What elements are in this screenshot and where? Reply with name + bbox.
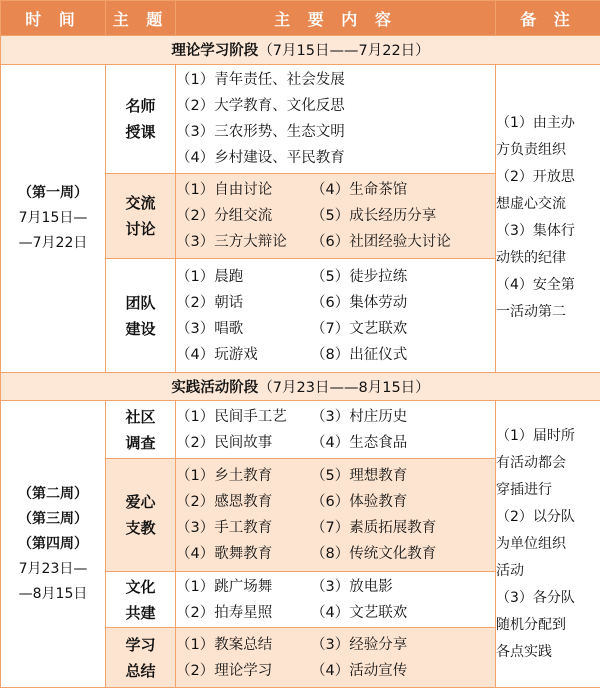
phase-1-heading	[1, 36, 600, 64]
list-item: （5）理想教育	[311, 467, 408, 484]
theme-cell	[106, 458, 176, 571]
note-line: 方负责组织	[496, 142, 566, 159]
theme-label: 总结	[125, 661, 156, 680]
list-item: （3）三农形势、生态文明	[176, 124, 345, 140]
list-item: （4）生态食品	[311, 434, 408, 451]
list-item: （2）感恩教育	[176, 493, 273, 510]
list-item: （5）成长经历分享	[311, 208, 437, 225]
phase-1-time	[1, 64, 106, 373]
list-item: （1）青年责任、社会发展	[176, 72, 345, 88]
header-theme: 主 题	[106, 1, 176, 36]
theme-label: 名师	[125, 97, 156, 115]
note-line: （3）各分队	[496, 589, 575, 606]
note-line: 一活动第二	[496, 304, 566, 321]
list-item: （1）教案总结	[176, 636, 273, 653]
note-line: （2）以分队	[496, 508, 575, 525]
theme-label: 社区	[125, 407, 156, 426]
table-row	[1, 401, 600, 459]
list-item: （1）民间手工艺	[176, 408, 287, 425]
phase-2-heading	[1, 373, 600, 401]
list-item: （4）活动宣传	[311, 662, 408, 679]
list-item: （2）大学教育、文化反思	[176, 98, 345, 114]
phase-1-dates: （7月15日——7月22日）	[258, 43, 430, 60]
phase-2-notes	[496, 401, 600, 688]
list-item: （4）玩游戏	[176, 346, 258, 363]
theme-cell	[106, 401, 176, 459]
list-item: （3）手工教育	[176, 519, 273, 536]
list-item: （2）拍寿星照	[176, 604, 273, 621]
week-label: （第二周）	[18, 485, 88, 502]
list-item: （4）文艺联欢	[311, 604, 408, 621]
note-line: （3）集体行	[496, 223, 575, 240]
theme-cell	[106, 628, 176, 688]
list-item: （3）三方大辩论	[176, 234, 287, 251]
list-item: （2）民间故事	[176, 434, 273, 451]
list-item: （1）晨跑	[176, 268, 244, 285]
theme-label: 讨论	[125, 220, 156, 239]
list-item: （2）朝话	[176, 294, 244, 311]
date-range-end: —8月15日	[18, 585, 88, 602]
list-item: （8）传统文化教育	[311, 545, 437, 562]
content-cell	[176, 571, 496, 627]
theme-label: 共建	[125, 603, 156, 622]
header-content: 主 要 内 容	[176, 1, 496, 36]
note-line: 动铁的纪律	[496, 250, 566, 267]
content-cell	[176, 458, 496, 571]
theme-label: 建设	[125, 319, 156, 338]
theme-label: 爱心	[125, 492, 156, 511]
list-item: （3）放电影	[311, 578, 393, 595]
phase-row	[1, 373, 600, 401]
list-item: （4）歌舞教育	[176, 545, 273, 562]
note-line: 活动	[496, 562, 524, 579]
list-item: （3）经验分享	[311, 636, 408, 653]
list-item: （6）社团经验大讨论	[311, 234, 451, 251]
note-line: 各点实践	[496, 643, 552, 660]
list-item: （3）唱歌	[176, 320, 244, 337]
list-item: （2）分组交流	[176, 208, 273, 225]
theme-cell	[106, 571, 176, 627]
header-notes: 备 注	[496, 1, 600, 36]
list-item: （4）生命茶馆	[311, 182, 408, 199]
list-item: （4）乡村建设、平民教育	[176, 150, 345, 166]
theme-cell	[106, 174, 176, 259]
note-line: 有活动都会	[496, 454, 566, 471]
header-time: 时 间	[1, 1, 106, 36]
list-item: （3）村庄历史	[311, 408, 408, 425]
theme-cell	[106, 259, 176, 373]
list-item: （7）素质拓展教育	[311, 519, 437, 536]
week-label: （第三周）	[18, 510, 88, 527]
content-cell	[176, 64, 496, 174]
phase-1-title: 理论学习阶段	[171, 43, 259, 60]
list-item: （7）文艺联欢	[311, 320, 408, 337]
theme-label: 支教	[125, 518, 156, 537]
phase-1-notes	[496, 64, 600, 373]
list-item: （2）理论学习	[176, 662, 273, 679]
list-item: （6）体验教育	[311, 493, 408, 510]
content-cell	[176, 174, 496, 259]
note-line: （1）由主办	[496, 115, 575, 132]
list-item: （5）徒步拉练	[311, 268, 408, 285]
phase-2-time	[1, 401, 106, 688]
list-item: （8）出征仪式	[311, 346, 408, 363]
table-row	[1, 64, 600, 174]
theme-label: 团队	[125, 293, 156, 312]
list-item: （1）乡土教育	[176, 467, 273, 484]
note-line: （1）届时所	[496, 427, 575, 444]
note-line: （2）开放思	[496, 169, 575, 186]
phase-2-dates: （7月23日——8月15日）	[258, 380, 430, 397]
phase-row	[1, 36, 600, 64]
note-line: 为单位组织	[496, 535, 566, 552]
theme-label: 授课	[125, 123, 156, 141]
theme-label: 文化	[125, 577, 156, 596]
note-line: （4）安全第	[496, 277, 575, 294]
note-line: 想虚心交流	[496, 196, 566, 213]
theme-label: 交流	[125, 194, 156, 213]
week-label: （第四周）	[18, 535, 88, 552]
list-item: （6）集体劳动	[311, 294, 408, 311]
date-range-start: 7月15日—	[18, 209, 88, 226]
week-label: （第一周）	[18, 184, 88, 201]
content-cell	[176, 259, 496, 373]
note-line: 随机分配到	[496, 616, 566, 633]
date-range-start: 7月23日—	[18, 560, 88, 577]
phase-2-title: 实践活动阶段	[171, 380, 259, 397]
theme-label: 调查	[125, 433, 156, 452]
content-cell	[176, 628, 496, 688]
date-range-end: —7月22日	[18, 234, 88, 251]
theme-cell	[106, 64, 176, 174]
list-item: （1）自由讨论	[176, 182, 273, 199]
header-row	[1, 1, 600, 36]
content-cell	[176, 401, 496, 459]
note-line: 穿插进行	[496, 481, 552, 498]
list-item: （1）跳广场舞	[176, 578, 273, 595]
theme-label: 学习	[125, 635, 156, 654]
